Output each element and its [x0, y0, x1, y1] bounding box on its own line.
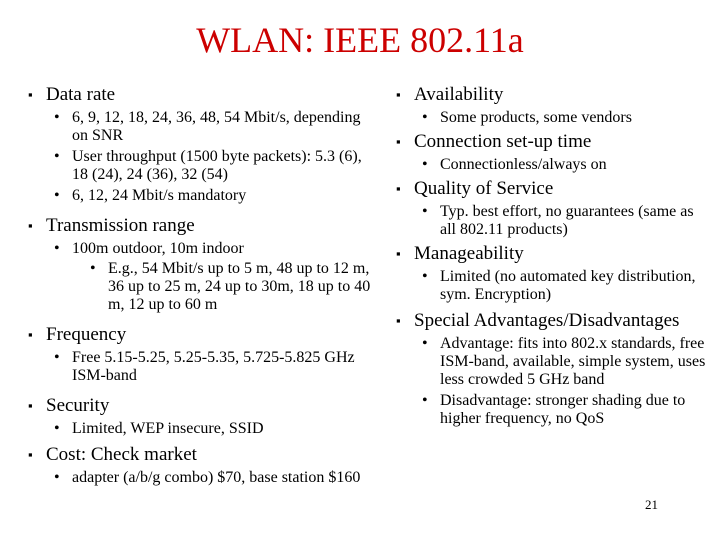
sub-bullet	[422, 392, 706, 428]
sub-bullet	[422, 156, 706, 174]
round-bullet-icon: •	[422, 335, 428, 352]
sub-bullet-text: adapter (a/b/g combo) $70, base station $160	[72, 469, 361, 486]
heading-transmission-range: Transmission range	[46, 215, 195, 236]
heading-frequency: Frequency	[46, 324, 127, 345]
bullet-special	[396, 310, 706, 332]
round-bullet-icon: •	[54, 187, 60, 204]
sub-bullet	[54, 349, 378, 385]
sub-bullet-text: Connectionless/always on	[440, 156, 607, 173]
round-bullet-icon: •	[54, 349, 60, 366]
heading-data-rate: Data rate	[46, 84, 116, 105]
square-bullet-icon: ▪	[396, 246, 401, 261]
round-bullet-icon: •	[54, 148, 60, 165]
square-bullet-icon: ▪	[396, 134, 401, 149]
round-bullet-icon: •	[54, 469, 60, 486]
sub-bullet	[54, 420, 378, 438]
square-bullet-icon: ▪	[396, 181, 401, 196]
square-bullet-icon: ▪	[28, 327, 33, 342]
sub-bullet-text: Typ. best effort, no guarantees (same as all 802.11 products)	[440, 203, 694, 238]
round-bullet-icon: •	[422, 109, 428, 126]
sub-bullet	[422, 268, 706, 304]
sub-bullet-text: User throughput (1500 byte packets): 5.3 (6), 18 (24), 24 (36), 32 (54)	[72, 148, 362, 183]
square-bullet-icon: ▪	[28, 218, 33, 233]
sub-bullet-text: Limited, WEP insecure, SSID	[72, 420, 264, 437]
sub-sub-bullet	[90, 260, 378, 314]
square-bullet-icon: ▪	[28, 87, 33, 102]
bullet-connection	[396, 131, 706, 153]
sub-bullet	[54, 109, 378, 145]
round-bullet-icon: •	[54, 109, 60, 126]
round-bullet-icon: •	[422, 156, 428, 173]
sub-bullet	[54, 148, 378, 184]
square-bullet-icon: ▪	[28, 447, 33, 462]
bullet-cost	[28, 444, 378, 466]
square-bullet-icon: ▪	[28, 398, 33, 413]
sub-bullet-text: Disadvantage: stronger shading due to higher frequency, no QoS	[440, 392, 686, 427]
heading-manageability: Manageability	[414, 243, 524, 264]
square-bullet-icon: ▪	[396, 87, 401, 102]
heading-connection: Connection set-up time	[414, 131, 592, 152]
sub-bullet	[54, 240, 378, 258]
round-bullet-icon: •	[54, 420, 60, 437]
heading-security: Security	[46, 395, 110, 416]
sub-sub-bullet-text: E.g., 54 Mbit/s up to 5 m, 48 up to 12 m, 36 up to 25 m, 24 up to 30m, 18 up to 40 m, 12 up to 60 m	[108, 260, 371, 313]
heading-availability: Availability	[414, 84, 504, 105]
bullet-frequency	[28, 324, 378, 346]
right-column	[396, 80, 706, 428]
heading-special: Special Advantages/Disadvantages	[414, 310, 680, 331]
sub-bullet	[422, 109, 706, 127]
bullet-transmission-range	[28, 215, 378, 237]
sub-bullet-text: 100m outdoor, 10m indoor	[72, 240, 244, 257]
round-bullet-icon: •	[422, 392, 428, 409]
bullet-security	[28, 395, 378, 417]
bullet-qos	[396, 178, 706, 200]
round-bullet-icon: •	[422, 203, 428, 220]
sub-bullet-text: Advantage: fits into 802.x standards, free ISM-band, available, simple system, uses less crowded 5 GHz band	[440, 335, 706, 388]
left-column	[28, 80, 378, 487]
sub-bullet-text: Free 5.15-5.25, 5.25-5.35, 5.725-5.825 GHz ISM-band	[72, 349, 355, 384]
bullet-manageability	[396, 243, 706, 265]
bullet-data-rate	[28, 84, 378, 106]
slide-title: WLAN: IEEE 802.11a	[196, 20, 524, 60]
round-bullet-icon: •	[90, 260, 96, 277]
round-bullet-icon: •	[54, 240, 60, 257]
sub-bullet	[54, 469, 378, 487]
page-number: 21	[645, 497, 658, 512]
sub-bullet-text: Some products, some vendors	[440, 109, 632, 126]
sub-bullet	[422, 203, 706, 239]
heading-cost: Cost: Check market	[46, 444, 197, 465]
heading-qos: Quality of Service	[414, 178, 554, 199]
square-bullet-icon: ▪	[396, 313, 401, 328]
sub-bullet	[422, 335, 706, 389]
bullet-availability	[396, 84, 706, 106]
sub-bullet-text: 6, 9, 12, 18, 24, 36, 48, 54 Mbit/s, depending on SNR	[72, 109, 361, 144]
sub-bullet-text: Limited (no automated key distribution, sym. Encryption)	[440, 268, 696, 303]
sub-bullet	[54, 187, 378, 205]
round-bullet-icon: •	[422, 268, 428, 285]
sub-bullet-text: 6, 12, 24 Mbit/s mandatory	[72, 187, 247, 204]
